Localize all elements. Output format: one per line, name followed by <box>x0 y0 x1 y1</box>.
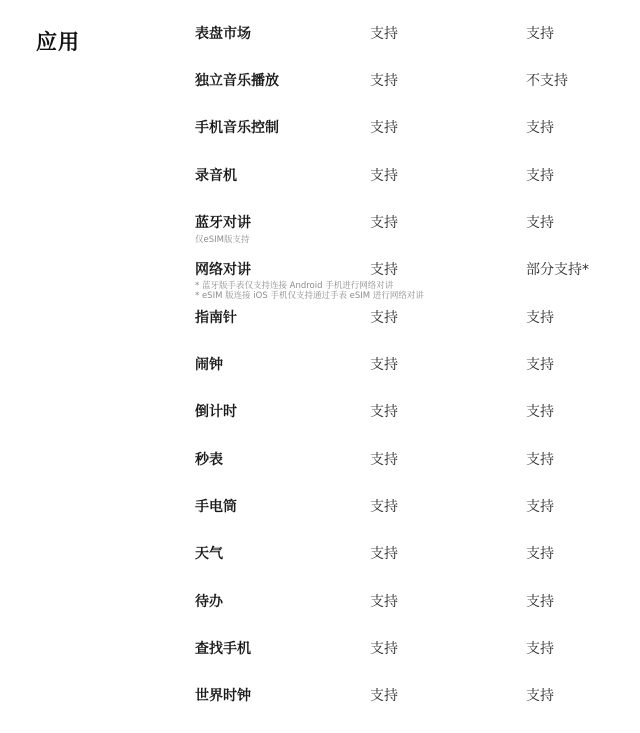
feature-name: 表盘市场 <box>195 26 251 42</box>
support-value-a: 支持 <box>370 688 398 704</box>
support-value-a: 支持 <box>370 546 398 562</box>
feature-name: 独立音乐播放 <box>195 73 279 89</box>
feature-name: 蓝牙对讲 <box>195 215 251 231</box>
table-row <box>0 639 640 686</box>
table-row <box>0 166 640 213</box>
support-value-b: 支持 <box>526 168 554 184</box>
table-row <box>0 24 640 71</box>
support-value-a: 支持 <box>370 215 398 231</box>
section-title: 应用 <box>36 30 80 54</box>
table-row <box>0 686 640 733</box>
feature-name: 手机音乐控制 <box>195 120 279 136</box>
table-row <box>0 71 640 118</box>
table-row <box>0 592 640 639</box>
table-row <box>0 497 640 544</box>
table-row <box>0 213 640 260</box>
support-value-b: 支持 <box>526 120 554 136</box>
feature-name: 查找手机 <box>195 641 251 657</box>
feature-name: 指南针 <box>195 310 237 326</box>
feature-footnote: 仅eSIM版支持 <box>195 235 250 245</box>
support-value-b: 支持 <box>526 546 554 562</box>
support-value-a: 支持 <box>370 262 398 278</box>
support-value-b: 支持 <box>526 452 554 468</box>
support-value-b: 支持 <box>526 404 554 420</box>
feature-name: 手电筒 <box>195 499 237 515</box>
support-value-a: 支持 <box>370 168 398 184</box>
support-value-a: 支持 <box>370 73 398 89</box>
support-value-a: 支持 <box>370 499 398 515</box>
support-value-a: 支持 <box>370 120 398 136</box>
feature-name: 闹钟 <box>195 357 223 373</box>
support-value-b: 支持 <box>526 310 554 326</box>
support-value-a: 支持 <box>370 641 398 657</box>
feature-name: 秒表 <box>195 452 223 468</box>
support-value-b: 支持 <box>526 215 554 231</box>
support-value-b: 支持 <box>526 641 554 657</box>
table-row <box>0 450 640 497</box>
table-row <box>0 118 640 165</box>
support-value-b: 支持 <box>526 26 554 42</box>
support-value-b: 支持 <box>526 357 554 373</box>
feature-name: 倒计时 <box>195 404 237 420</box>
table-row <box>0 355 640 402</box>
support-value-a: 支持 <box>370 404 398 420</box>
table-row <box>0 260 640 307</box>
support-value-a: 支持 <box>370 452 398 468</box>
table-row <box>0 308 640 355</box>
support-value-a: 支持 <box>370 594 398 610</box>
feature-footnote: * 蓝牙版手表仅支持连接 Android 手机进行网络对讲 <box>195 281 394 291</box>
support-value-b: 支持 <box>526 688 554 704</box>
support-value-b: 部分支持* <box>526 262 589 278</box>
table-row <box>0 402 640 449</box>
feature-name: 天气 <box>195 546 223 562</box>
support-value-b: 不支持 <box>526 73 568 89</box>
support-value-b: 支持 <box>526 499 554 515</box>
support-value-a: 支持 <box>370 26 398 42</box>
feature-name: 网络对讲 <box>195 262 251 278</box>
feature-footnote: * eSIM 版连接 iOS 手机仅支持通过手表 eSIM 进行网络对讲 <box>195 291 424 301</box>
support-value-b: 支持 <box>526 594 554 610</box>
feature-name: 待办 <box>195 594 223 610</box>
feature-name: 录音机 <box>195 168 237 184</box>
table-row <box>0 544 640 591</box>
support-value-a: 支持 <box>370 310 398 326</box>
feature-name: 世界时钟 <box>195 688 251 704</box>
support-value-a: 支持 <box>370 357 398 373</box>
